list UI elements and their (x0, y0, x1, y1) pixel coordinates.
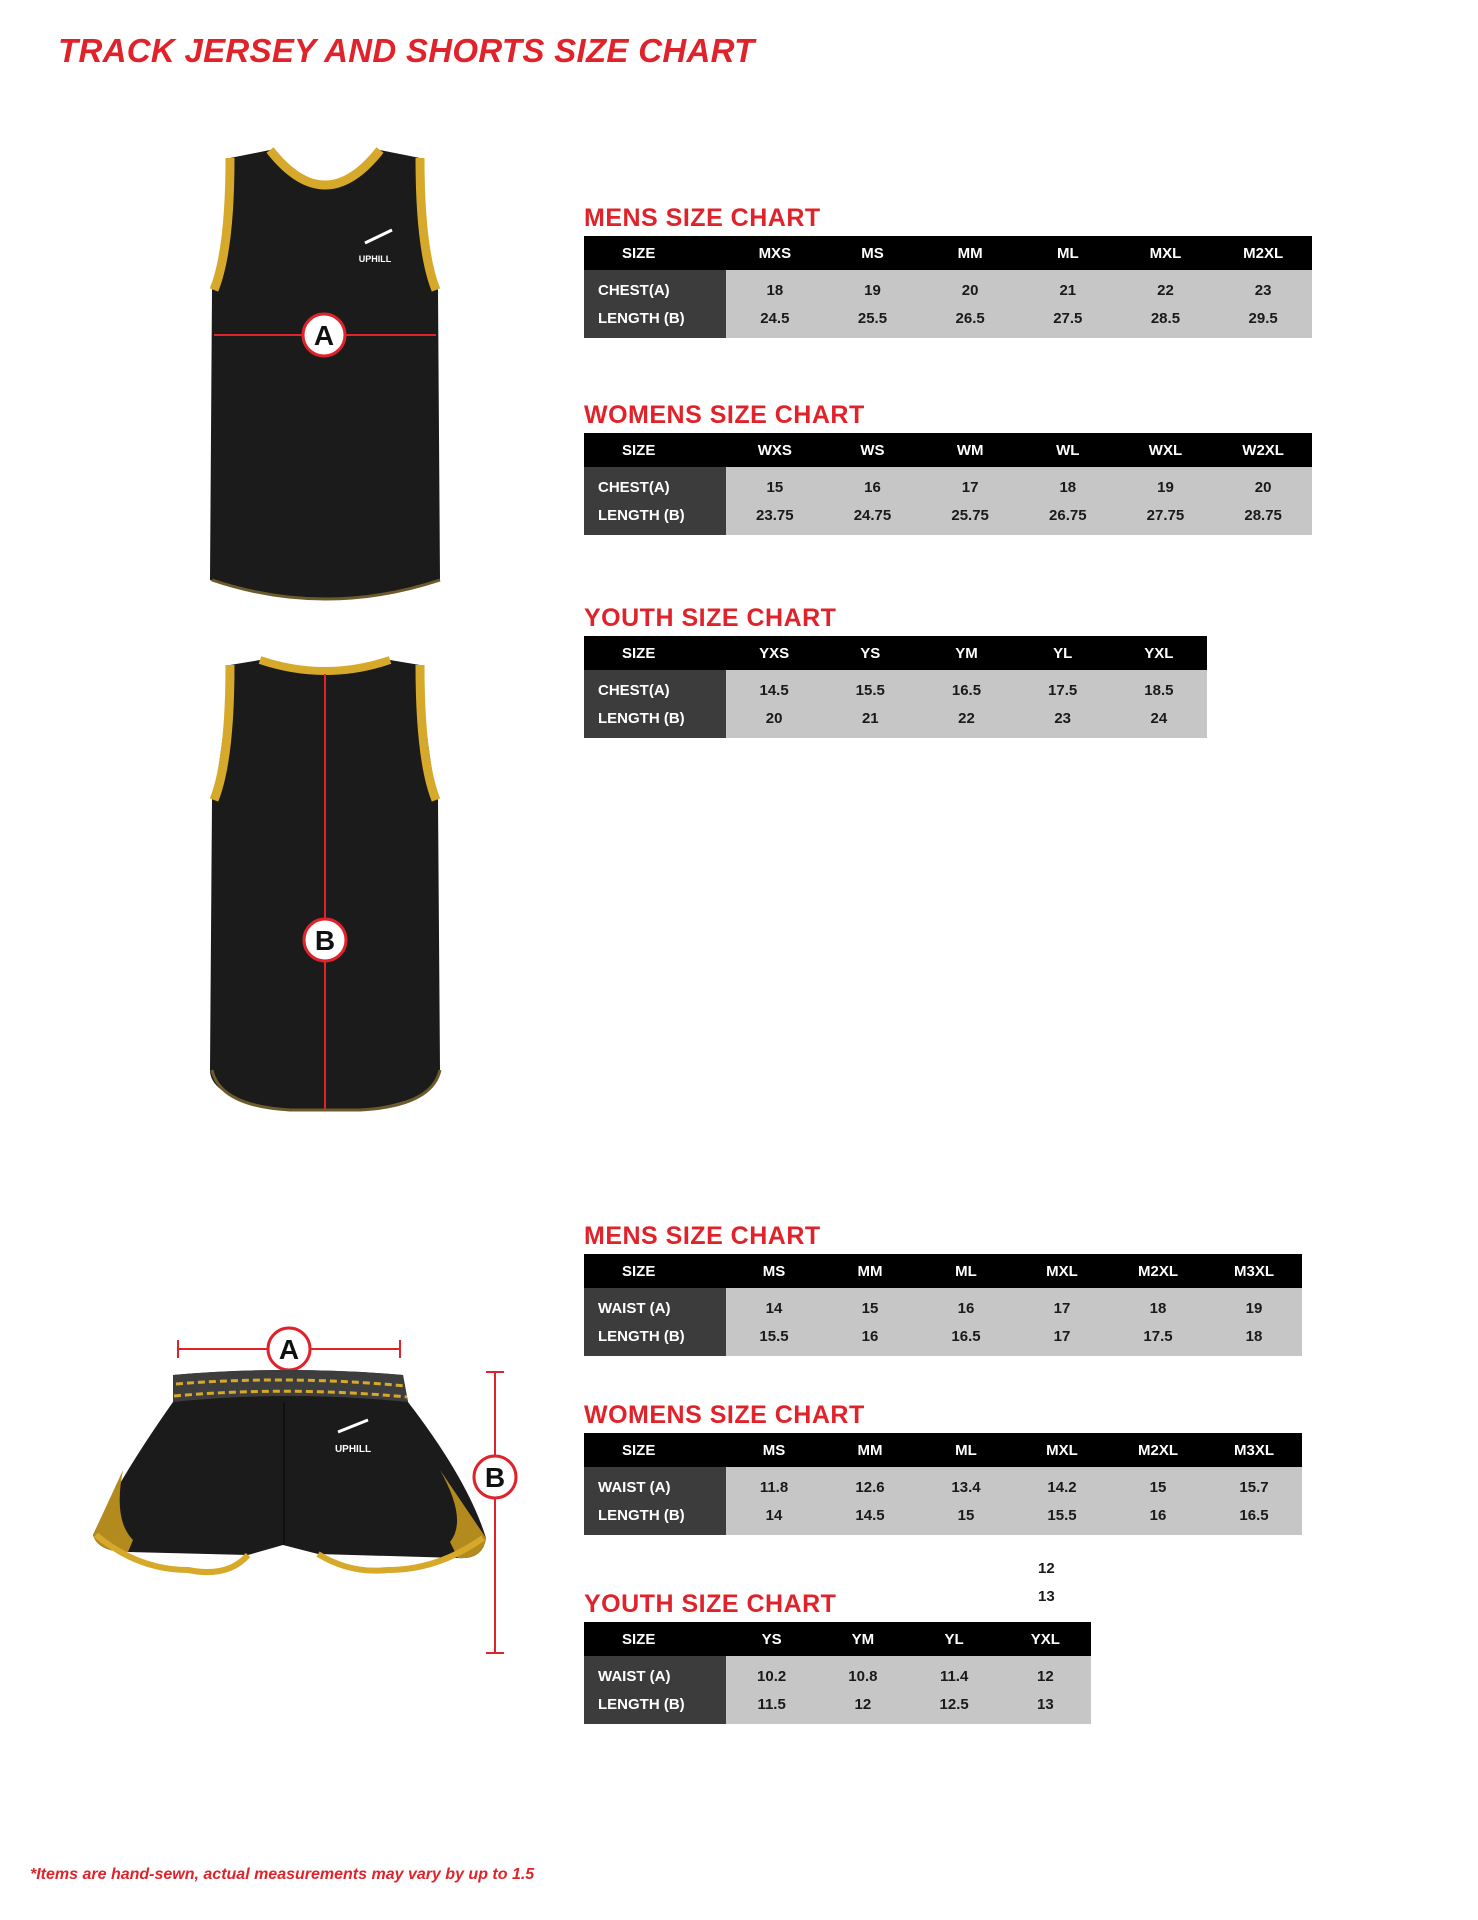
table-row (584, 1288, 1302, 1322)
table-cell: 18.5 (1111, 670, 1207, 704)
column-header: YL (909, 1622, 1000, 1656)
table-cell: 17 (1014, 1288, 1110, 1322)
table-row (584, 670, 1207, 704)
table-row (584, 1501, 1302, 1535)
table-cell: 17.5 (1015, 670, 1111, 704)
column-header: WXL (1117, 433, 1215, 467)
column-header: MM (921, 236, 1019, 270)
column-header: MXL (1117, 236, 1215, 270)
column-header: SIZE (584, 1433, 726, 1467)
table-header-row (584, 1433, 1302, 1467)
shorts-youth-chart-title: YOUTH SIZE CHART (584, 1590, 837, 1618)
table-cell: 16 (1110, 1501, 1206, 1535)
table-cell: 22 (1117, 270, 1215, 304)
table-cell: 19 (1117, 467, 1215, 501)
column-header: MS (726, 1254, 822, 1288)
column-header: YM (918, 636, 1014, 670)
page-title: TRACK JERSEY AND SHORTS SIZE CHART (58, 32, 755, 69)
row-label: LENGTH (B) (584, 1690, 726, 1724)
row-label: CHEST(A) (584, 467, 726, 501)
column-header: MM (822, 1254, 918, 1288)
column-header: MXL (1014, 1254, 1110, 1288)
jersey-front-illustration (200, 140, 450, 610)
table-header-row (584, 1622, 1091, 1656)
table-cell: 16 (824, 467, 922, 501)
row-label: WAIST (A) (584, 1467, 726, 1501)
table-cell: 29.5 (1214, 304, 1312, 338)
table-cell: 16 (918, 1288, 1014, 1322)
table-cell: 16.5 (1206, 1501, 1302, 1535)
table-cell: 18 (1110, 1288, 1206, 1322)
table-cell: 26.5 (921, 304, 1019, 338)
table-cell: 17 (921, 467, 1019, 501)
shorts-mens-chart-title: MENS SIZE CHART (584, 1222, 821, 1250)
marker-b: B (484, 1462, 506, 1493)
column-header: SIZE (584, 236, 726, 270)
table-cell: 18 (1019, 467, 1117, 501)
table-cell: 20 (921, 270, 1019, 304)
column-header: WXS (726, 433, 824, 467)
column-header: ML (918, 1433, 1014, 1467)
table-row (584, 270, 1312, 304)
shorts-womens-chart-title: WOMENS SIZE CHART (584, 1401, 865, 1429)
table-cell: 27.5 (1019, 304, 1117, 338)
marker-a: A (313, 320, 335, 351)
row-label: WAIST (A) (584, 1656, 726, 1690)
table-cell: 20 (726, 704, 822, 738)
column-header: MXS (726, 236, 824, 270)
table-cell: 14 (726, 1501, 822, 1535)
column-header: SIZE (584, 1622, 726, 1656)
table-cell: 14.2 (1014, 1467, 1110, 1501)
table-cell: 23.75 (726, 501, 824, 535)
table-row (584, 1690, 1091, 1724)
table-cell: 10.2 (726, 1656, 817, 1690)
table-row (584, 467, 1312, 501)
table-cell: 28.75 (1214, 501, 1312, 535)
column-header: SIZE (584, 1254, 726, 1288)
table-header-row (584, 636, 1207, 670)
table-cell: 20 (1214, 467, 1312, 501)
table-cell: 21 (822, 704, 918, 738)
jersey-womens-chart-title: WOMENS SIZE CHART (584, 401, 865, 429)
stray-value: 13 (1038, 1588, 1055, 1605)
table-cell: 27.75 (1117, 501, 1215, 535)
row-label: LENGTH (B) (584, 501, 726, 535)
table-row (584, 1322, 1302, 1356)
jersey-womens-size-table (584, 433, 1312, 535)
column-header: MM (822, 1433, 918, 1467)
jersey-youth-chart-title: YOUTH SIZE CHART (584, 604, 837, 632)
column-header: SIZE (584, 433, 726, 467)
row-label: WAIST (A) (584, 1288, 726, 1322)
brand-logo: UPHILL (334, 1444, 372, 1455)
table-cell: 15 (726, 467, 824, 501)
marker-a: A (278, 1334, 300, 1365)
column-header: YS (822, 636, 918, 670)
table-row (584, 304, 1312, 338)
table-cell: 10.8 (817, 1656, 908, 1690)
table-cell: 23 (1214, 270, 1312, 304)
table-cell: 15 (822, 1288, 918, 1322)
table-cell: 14.5 (822, 1501, 918, 1535)
row-label: CHEST(A) (584, 670, 726, 704)
table-cell: 13.4 (918, 1467, 1014, 1501)
column-header: M2XL (1110, 1254, 1206, 1288)
table-cell: 24.5 (726, 304, 824, 338)
jersey-back-illustration (200, 640, 450, 1120)
footnote: *Items are hand-sewn, actual measurements may vary by up to 1.5 (30, 1866, 535, 1883)
table-cell: 16.5 (918, 1322, 1014, 1356)
stray-value: 12 (1038, 1560, 1055, 1577)
table-row (584, 1467, 1302, 1501)
column-header: SIZE (584, 636, 726, 670)
table-header-row (584, 433, 1312, 467)
column-header: YXL (1111, 636, 1207, 670)
table-cell: 18 (726, 270, 824, 304)
table-row (584, 1656, 1091, 1690)
table-row (584, 704, 1207, 738)
table-cell: 12 (817, 1690, 908, 1724)
table-cell: 15 (918, 1501, 1014, 1535)
column-header: MXL (1014, 1433, 1110, 1467)
table-cell: 15.5 (1014, 1501, 1110, 1535)
column-header: YS (726, 1622, 817, 1656)
table-cell: 18 (1206, 1322, 1302, 1356)
shorts-youth-size-table (584, 1622, 1091, 1724)
table-cell: 11.4 (909, 1656, 1000, 1690)
table-cell: 14.5 (726, 670, 822, 704)
table-cell: 15.5 (822, 670, 918, 704)
row-label: LENGTH (B) (584, 304, 726, 338)
table-cell: 26.75 (1019, 501, 1117, 535)
column-header: WM (921, 433, 1019, 467)
table-cell: 17.5 (1110, 1322, 1206, 1356)
table-cell: 15.5 (726, 1322, 822, 1356)
row-label: LENGTH (B) (584, 704, 726, 738)
table-cell: 12.6 (822, 1467, 918, 1501)
table-cell: 15.7 (1206, 1467, 1302, 1501)
column-header: MS (824, 236, 922, 270)
table-cell: 25.5 (824, 304, 922, 338)
table-cell: 19 (824, 270, 922, 304)
row-label: LENGTH (B) (584, 1501, 726, 1535)
table-cell: 13 (1000, 1690, 1091, 1724)
column-header: W2XL (1214, 433, 1312, 467)
column-header: WS (824, 433, 922, 467)
table-cell: 19 (1206, 1288, 1302, 1322)
table-cell: 12.5 (909, 1690, 1000, 1724)
table-header-row (584, 236, 1312, 270)
jersey-youth-size-table (584, 636, 1207, 738)
column-header: ML (1019, 236, 1117, 270)
shorts-womens-size-table (584, 1433, 1302, 1535)
jersey-mens-chart-title: MENS SIZE CHART (584, 204, 821, 232)
table-header-row (584, 1254, 1302, 1288)
column-header: M2XL (1110, 1433, 1206, 1467)
table-cell: 25.75 (921, 501, 1019, 535)
table-cell: 16 (822, 1322, 918, 1356)
table-row (584, 501, 1312, 535)
table-cell: 12 (1000, 1656, 1091, 1690)
table-cell: 24.75 (824, 501, 922, 535)
column-header: M3XL (1206, 1433, 1302, 1467)
table-cell: 22 (918, 704, 1014, 738)
column-header: ML (918, 1254, 1014, 1288)
row-label: CHEST(A) (584, 270, 726, 304)
column-header: YL (1015, 636, 1111, 670)
table-cell: 17 (1014, 1322, 1110, 1356)
table-cell: 21 (1019, 270, 1117, 304)
brand-logo: UPHILL (358, 254, 392, 264)
table-cell: 23 (1015, 704, 1111, 738)
column-header: YXL (1000, 1622, 1091, 1656)
row-label: LENGTH (B) (584, 1322, 726, 1356)
table-cell: 14 (726, 1288, 822, 1322)
jersey-mens-size-table (584, 236, 1312, 338)
column-header: M3XL (1206, 1254, 1302, 1288)
column-header: MS (726, 1433, 822, 1467)
marker-b: B (314, 925, 336, 956)
column-header: YM (817, 1622, 908, 1656)
table-cell: 28.5 (1117, 304, 1215, 338)
table-cell: 24 (1111, 704, 1207, 738)
table-cell: 11.5 (726, 1690, 817, 1724)
column-header: YXS (726, 636, 822, 670)
shorts-mens-size-table (584, 1254, 1302, 1356)
table-cell: 16.5 (918, 670, 1014, 704)
table-cell: 11.8 (726, 1467, 822, 1501)
shorts-illustration (88, 1320, 528, 1680)
column-header: M2XL (1214, 236, 1312, 270)
table-cell: 15 (1110, 1467, 1206, 1501)
column-header: WL (1019, 433, 1117, 467)
